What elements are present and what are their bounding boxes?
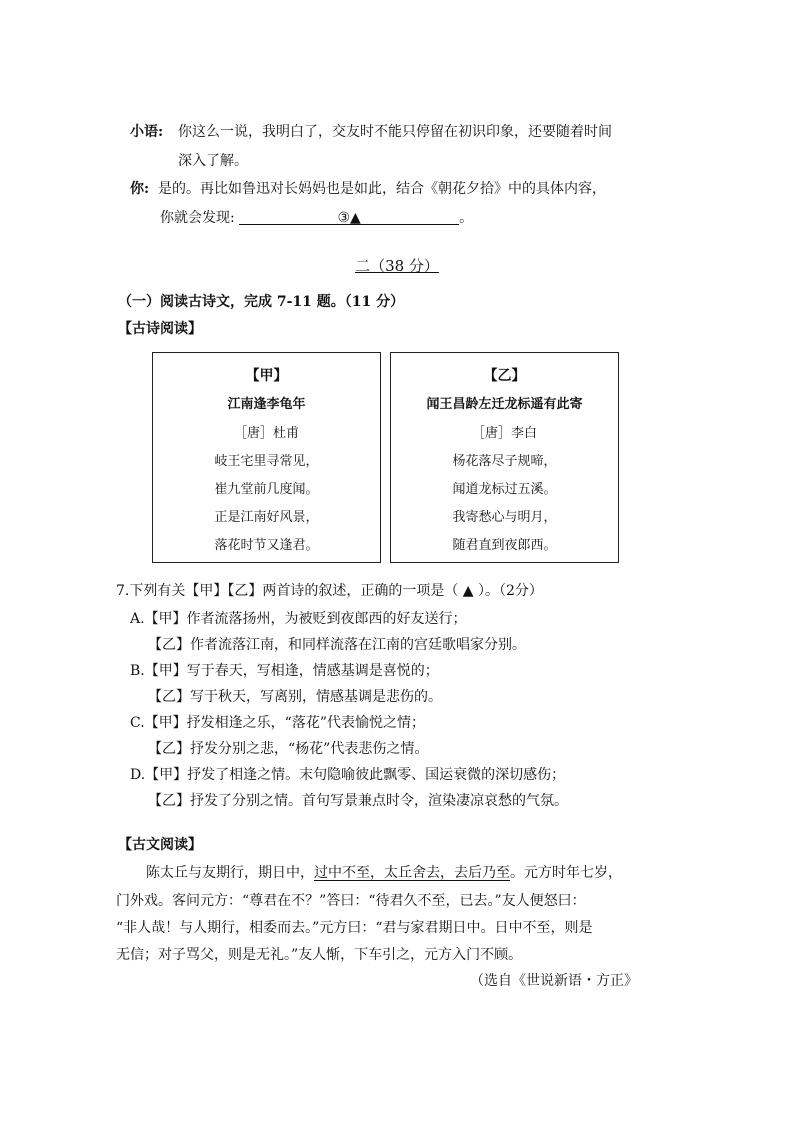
poem-line: 闻道龙标过五溪。 [452,482,557,497]
classical-underlined-phrase: 过中不至，太丘舍去，去后乃至 [314,865,510,881]
poem-title: 江南逢李龟年 [227,397,306,412]
poem-line: 落花时节又逢君。 [214,538,319,553]
answer-blank-3 [239,210,459,225]
classical-line-1-pre: 陈太丘与友期行，期日中， [146,865,314,881]
poem-box-yi [390,352,619,563]
option-c-line-1: C.【甲】抒发相逢之乐，“落花”代表愉悦之情； [130,715,425,731]
ni-line-2-suffix: 。 [459,210,474,226]
option-b-line-2: 【乙】写于秋天，写离别，情感基调是悲伤的。 [148,689,442,705]
question-7-stem: 7.下列有关【甲】【乙】两首诗的叙述，正确的一项是（ ▲ ）。（2分） [116,583,543,599]
classical-source: （选自《世说新语・方正》 [470,973,638,989]
poem-line: 我寄愁心与明月， [452,510,557,525]
ni-line-2-prefix: 你就会发现: [160,210,235,226]
poem-box-jia [152,352,381,563]
classical-line-4: 无信；对子骂父，则是无礼。”友人惭，下车引之，元方入门不顾。 [116,947,523,963]
xiaoyu-line-2: 深入了解。 [178,153,248,169]
option-d-line-1: D.【甲】抒发了相逢之情。末句隐喻彼此飘零、国运衰微的深切感伤； [130,767,566,783]
poem-tag: 【甲】 [245,368,288,384]
poem-line: 随君直到夜郎西。 [452,538,557,553]
option-a-line-1: A.【甲】作者流落扬州，为被贬到夜郎西的好友送行； [130,611,467,627]
classical-line-2: 门外戏。客问元方：“尊君在不？”答曰：“待君久不至，已去。”友人便怒曰： [116,893,586,909]
option-a-line-2: 【乙】作者流落江南，和同样流落在江南的宫廷歌唱家分别。 [148,637,526,653]
poem-title: 闻王昌龄左迁龙标遥有此寄 [426,397,583,412]
ni-line-2 [160,207,473,227]
poem-line: 杨花落尽子规啼， [452,454,557,469]
poem-line: 岐王宅里寻常见， [214,454,319,469]
poem-line: 崔九堂前几度闻。 [214,482,319,497]
blank-marker: ③▲ [337,210,361,226]
section-title-text: 二（38 分） [355,257,439,275]
section-title [0,255,794,276]
subsection-title: （一）阅读古诗文，完成 7-11 题。（11 分） [118,294,405,310]
poem-author: ［唐］李白 [471,426,537,441]
ni-line-1: 是的。再比如鲁迅对长妈妈也是如此，结合《朝花夕拾》中的具体内容， [158,181,606,197]
option-c-line-2: 【乙】抒发分别之悲，“杨花”代表悲伤之情。 [148,741,429,757]
classical-line-1-post: 。元方时年七岁， [510,865,622,881]
speaker-ni: 你: [130,181,150,197]
classical-line-3: “非人哉！与人期行，相委而去。”元方曰：“君与家君期日中。日中不至，则是 [116,920,593,936]
poem-tag: 【乙】 [483,368,526,384]
option-b-line-1: B.【甲】写于春天，写相逢，情感基调是喜悦的； [130,663,439,679]
classical-heading: 【古文阅读】 [118,837,202,853]
xiaoyu-line-1: 你这么一说，我明白了，交友时不能只停留在初识印象，还要随着时间 [178,124,612,140]
speaker-xiaoyu: 小语: [130,124,164,140]
classical-line-1 [146,862,622,882]
poetry-heading: 【古诗阅读】 [118,321,202,337]
poem-author: ［唐］杜甫 [233,426,299,441]
poem-line: 正是江南好风景， [214,510,319,525]
option-d-line-2: 【乙】抒发了分别之情。首句写景兼点时令，渲染凄凉哀愁的气氛。 [148,793,568,809]
